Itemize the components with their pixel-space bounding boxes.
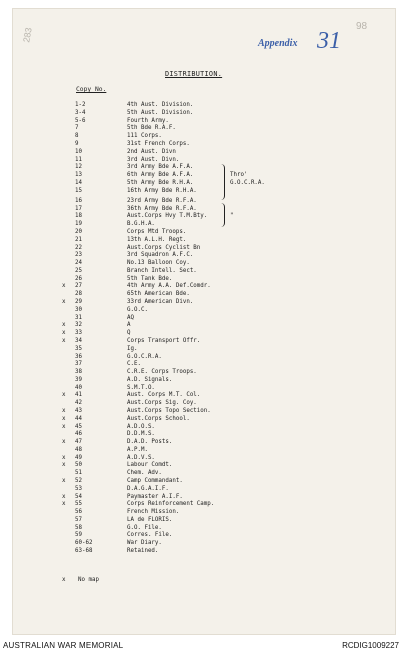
row-copy-number: 11: [75, 156, 82, 163]
row-copy-number: 20: [75, 229, 82, 235]
row-mark: x: [62, 299, 66, 305]
row-copy-number: 26: [75, 275, 82, 282]
row-copy-number: 50: [75, 462, 82, 469]
row-mark: x: [62, 337, 66, 344]
row-destination: A.P.M.: [127, 446, 148, 453]
row-destination: D.A.G.A.I.F.: [127, 485, 169, 492]
archive-footer: [0, 638, 403, 654]
row-destination: 23rd Army Bde R.F.A.: [127, 197, 197, 204]
row-copy-number: 39: [75, 376, 82, 383]
row-aside: G.O.C.R.A.: [230, 179, 265, 186]
pencil-folio-right: 98: [356, 21, 368, 32]
row-destination: D.D.M.S.: [127, 431, 155, 438]
row-destination: D.A.D. Posts.: [127, 439, 173, 445]
row-copy-number: 30: [75, 306, 82, 313]
row-destination: A.D.V.S.: [127, 454, 155, 461]
row-destination: LA de FLORIS.: [127, 516, 173, 523]
row-destination: No.13 Balloon Coy.: [127, 260, 190, 267]
row-copy-number: 27: [75, 283, 82, 290]
row-copy-number: 33: [75, 330, 82, 337]
row-destination: 2nd Aust. Divn: [127, 148, 176, 155]
row-destination: C.E.: [127, 361, 141, 368]
row-destination: S.M.T.O.: [127, 384, 155, 391]
pencil-folio-left: 283: [21, 26, 34, 44]
row-copy-number: 52: [75, 477, 82, 484]
row-copy-number: 14: [75, 179, 82, 186]
row-copy-number: 24: [75, 260, 82, 267]
row-destination: Aust.Corps Topo Section.: [127, 407, 211, 414]
row-copy-number: 25: [75, 267, 82, 274]
row-destination: 33rd American Divn.: [127, 299, 194, 305]
row-destination: Labour Comdt.: [127, 462, 173, 469]
row-mark: x: [62, 330, 66, 337]
row-copy-number: 58: [75, 524, 82, 531]
row-copy-number: 57: [75, 516, 82, 523]
row-copy-number: 42: [75, 400, 82, 407]
row-destination: 111 Corps.: [127, 133, 162, 140]
row-destination: French Mission.: [127, 509, 180, 516]
row-destination: 65th American Bde.: [127, 291, 190, 298]
row-destination: 13th A.L.H. Regt.: [127, 236, 187, 243]
row-destination: Aust.Corps School.: [127, 415, 190, 422]
row-copy-number: 29: [75, 299, 82, 305]
row-copy-number: 12: [75, 164, 82, 171]
row-destination: 5th Tank Bde.: [127, 275, 173, 282]
row-copy-number: 5-6: [75, 117, 86, 124]
row-destination: Aust.Corps Cyclist Bn: [127, 244, 201, 251]
row-copy-number: 17: [75, 205, 82, 212]
row-copy-number: 43: [75, 407, 82, 414]
row-destination: 31st French Corps.: [127, 140, 190, 147]
row-destination: A.D.O.S.: [127, 423, 155, 430]
row-destination: Retained.: [127, 548, 159, 554]
row-destination: 3rd Aust. Divn.: [127, 156, 180, 163]
archive-reference: RCDIG1009227: [342, 641, 399, 650]
row-copy-number: 28: [75, 291, 82, 298]
row-mark: x: [62, 392, 66, 399]
row-destination: Corres. File.: [127, 532, 173, 539]
row-destination: B.G.H.A.: [127, 221, 155, 228]
row-copy-number: 59: [75, 532, 82, 539]
row-destination: 4th Aust. Division.: [127, 102, 194, 108]
row-mark: x: [62, 477, 66, 484]
row-destination: Corps Mtd Troops.: [127, 229, 187, 235]
row-copy-number: 49: [75, 454, 82, 461]
brace-artillery: [220, 164, 225, 200]
row-copy-number: 8: [75, 133, 79, 140]
row-copy-number: 1-2: [75, 102, 86, 108]
row-mark: x: [62, 454, 66, 461]
row-copy-number: 47: [75, 439, 82, 445]
row-destination: A: [127, 322, 131, 329]
row-destination: C.R.E. Corps Troops.: [127, 369, 197, 375]
row-mark: x: [62, 407, 66, 414]
row-destination: G.O.C.R.A.: [127, 353, 162, 360]
row-destination: Corps Reinforcement Camp.: [127, 501, 215, 508]
row-copy-number: 46: [75, 431, 82, 438]
row-copy-number: 45: [75, 423, 82, 430]
row-copy-number: 44: [75, 415, 82, 422]
row-aside: Thro': [230, 172, 248, 178]
row-mark: x: [62, 283, 66, 290]
row-copy-number: 55: [75, 501, 82, 508]
row-copy-number: 37: [75, 361, 82, 368]
appendix-number: 31: [317, 28, 341, 54]
row-destination: Chem. Adv.: [127, 470, 162, 477]
no-map-mark: x: [62, 577, 66, 583]
no-map-text: No map: [78, 577, 99, 583]
row-destination: 5th Aust. Division.: [127, 109, 194, 116]
row-copy-number: 51: [75, 470, 82, 477]
row-mark: x: [62, 423, 66, 430]
row-copy-number: 9: [75, 140, 79, 147]
row-mark: x: [62, 501, 66, 508]
row-destination: 5th Army Bde R.H.A.: [127, 179, 194, 186]
row-destination: 36th Army Bde R.F.A.: [127, 205, 197, 212]
row-copy-number: 21: [75, 236, 82, 243]
row-copy-number: 35: [75, 345, 82, 352]
row-copy-number: 10: [75, 148, 82, 155]
row-destination: Corps Transport Offr.: [127, 337, 201, 344]
row-aside: ": [230, 213, 234, 220]
row-destination: Camp Commandant.: [127, 477, 183, 484]
row-destination: 4th Army A.A. Def.Comdr.: [127, 283, 211, 290]
brace-artillery-lower: [220, 203, 225, 227]
row-destination: War Diary.: [127, 540, 162, 547]
row-copy-number: 41: [75, 392, 82, 399]
row-copy-number: 13: [75, 172, 82, 178]
row-destination: G.O. File.: [127, 524, 162, 531]
row-mark: x: [62, 439, 66, 445]
row-destination: Aust.Corps Hvy T.M.Bty.: [127, 213, 208, 220]
row-copy-number: 56: [75, 509, 82, 516]
row-mark: x: [62, 462, 66, 469]
row-copy-number: 31: [75, 314, 82, 321]
row-destination: G.O.C.: [127, 306, 148, 313]
row-mark: x: [62, 322, 66, 329]
no-map-note: [62, 577, 99, 583]
row-destination: Ig.: [127, 345, 138, 352]
row-copy-number: 54: [75, 493, 82, 500]
document-page: [12, 8, 396, 635]
row-destination: 6th Army Bde A.F.A.: [127, 172, 194, 178]
row-copy-number: 16: [75, 197, 82, 204]
row-copy-number: 34: [75, 337, 82, 344]
row-destination: Aust. Corps M.T. Col.: [127, 392, 201, 399]
copy-number-header: Copy No.: [76, 86, 107, 93]
row-copy-number: 48: [75, 446, 82, 453]
row-copy-number: 53: [75, 485, 82, 492]
row-destination: Aust.Corps Sig. Coy.: [127, 400, 197, 407]
row-mark: x: [62, 493, 66, 500]
row-copy-number: 18: [75, 213, 82, 220]
appendix-label: Appendix: [258, 38, 298, 49]
row-copy-number: 36: [75, 353, 82, 360]
row-destination: 16th Army Bde R.H.A.: [127, 187, 197, 194]
row-copy-number: 23: [75, 252, 82, 259]
row-destination: AQ: [127, 314, 134, 321]
row-destination: Branch Intell. Sect.: [127, 267, 197, 274]
row-copy-number: 60-62: [75, 540, 93, 547]
row-copy-number: 3-4: [75, 109, 86, 116]
row-copy-number: 38: [75, 369, 82, 375]
row-copy-number: 7: [75, 125, 79, 132]
row-copy-number: 40: [75, 384, 82, 391]
row-copy-number: 19: [75, 221, 82, 228]
row-mark: x: [62, 415, 66, 422]
row-copy-number: 32: [75, 322, 82, 329]
page-title: DISTRIBUTION.: [165, 70, 223, 78]
row-destination: A.D. Signals.: [127, 376, 173, 383]
row-copy-number: 15: [75, 187, 82, 194]
row-destination: 3rd Army Bde A.F.A.: [127, 164, 194, 171]
row-destination: Fourth Army.: [127, 117, 169, 124]
row-copy-number: 63-68: [75, 548, 93, 554]
row-destination: 3rd Squadron A.F.C.: [127, 252, 194, 259]
row-destination: Paymaster A.I.F.: [127, 493, 183, 500]
row-destination: 5th Bde R.A.F.: [127, 125, 176, 132]
row-copy-number: 22: [75, 244, 82, 251]
row-destination: Q: [127, 330, 131, 337]
archive-name: AUSTRALIAN WAR MEMORIAL: [3, 641, 124, 650]
